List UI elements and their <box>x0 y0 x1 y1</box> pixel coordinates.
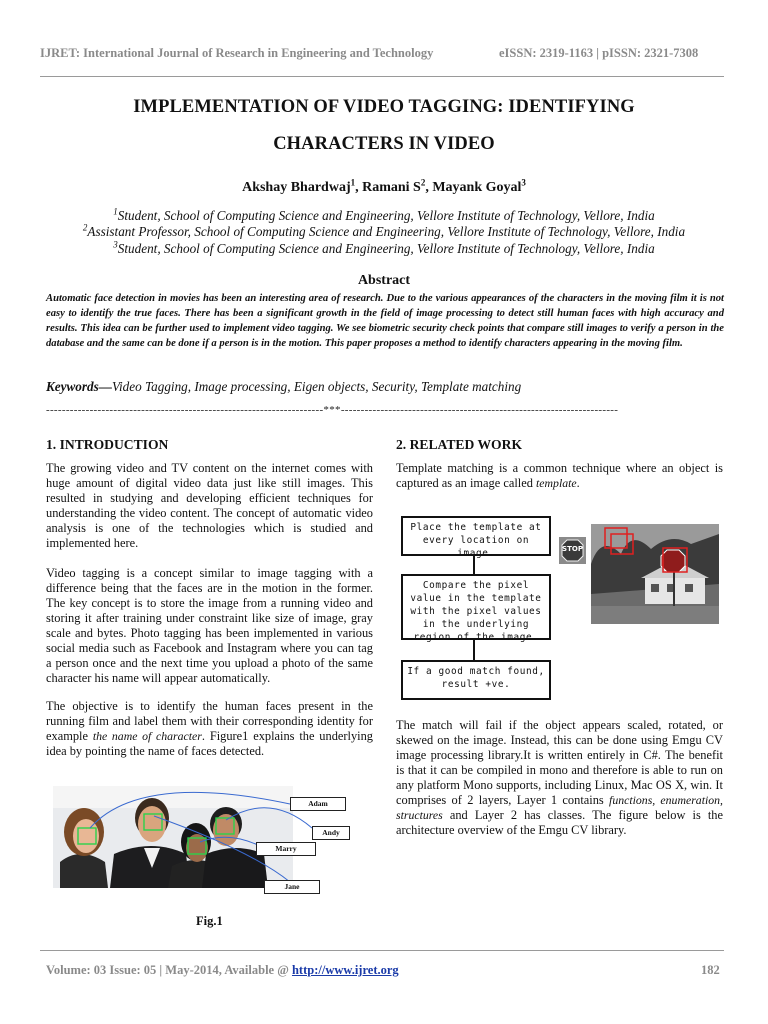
flow-step-3: If a good match found, result +ve. <box>401 660 551 700</box>
journal-link[interactable]: http://www.ijret.org <box>291 963 399 977</box>
related-paragraph-2: The match will fail if the object appears scaled, rotated, or skewed on the image. Instead, this can be done using Emgu CV image processing library.It is written entirely in C#. The benefit is that it can be compiled in mono and therefore is able to run on any platform Mono supports, including Linux, Mac OS X, win. It comprises of 2 layers, Layer 1 contains functions, enumeration, structures and Layer 2 has classes. The figure below is the architecture overview of the Emgu CV library. <box>396 718 723 837</box>
section-separator: ----------------------------------------------------------------------***---------------------------------------------------------------------- <box>46 404 619 416</box>
paper-title-line2: CHARACTERS IN VIDEO <box>273 134 495 154</box>
name-tag: Andy <box>312 826 350 840</box>
page-number: 182 <box>701 963 720 977</box>
figure-1-caption: Fig.1 <box>196 914 223 928</box>
author-list: Akshay Bhardwaj$^1$, Ramani $S^2$, Mayank Goyal$^3$ <box>242 177 526 195</box>
author-name: Akshay Bhardwaj <box>242 180 351 195</box>
header-rule <box>40 76 724 77</box>
issn-header: eISSN: 2319-1163 | pISSN: 2321-7308 <box>499 46 699 60</box>
paper-title-line1: IMPLEMENTATION OF VIDEO TAGGING: IDENTIFYING <box>133 97 635 117</box>
name-tag: Jane <box>264 880 320 894</box>
intro-paragraph-2: Video tagging is a concept similar to image tagging with a difference being that the faces are in the motion in the former. The key concept is to store the image from a running video and storing it after training under constraint like size of image, gray scale and bytes. Photo tagging has been implemented in various social media such as Facebook and Instagram where you can tag a person once and the next time you upload a photo of the same character his name will appear automatically. <box>46 566 373 685</box>
stop-sign-scene <box>591 524 719 624</box>
footer-volume: Volume: 03 Issue: 05 | May-2014, Available @ http://www.ijret.org <box>46 963 399 977</box>
footer-rule <box>40 950 724 951</box>
keywords-label: Keywords— <box>46 379 112 394</box>
figure-1 <box>50 770 350 900</box>
name-tag: Marry <box>256 842 316 856</box>
affiliation-3: $^3$Student, School of Computing Science and Engineering, Vellore Institute of Technology, Vellore, India <box>113 239 655 256</box>
flow-step-1: Place the template at every location on image. <box>401 516 551 556</box>
abstract-text: Automatic face detection in movies has been an interesting area of research. Due to the various appearances of the characters in the moving film it is not easy to identify the true faces. There has been a significant growth in the field of image processing to detect still human faces with high accuracy and results. This idea can be further used to implement video tagging. We see biometric security check points that compare still images to verify a person in the database and the same can be done if a person is in the motion. This paper proposes a method to identify characters appearing in the moving film. <box>46 293 724 349</box>
author-name: Mayank Goyal <box>432 180 522 195</box>
intro-paragraph-3: The objective is to identify the human faces present in the running film and label them with their corresponding identity for example the name of character. Figure1 explains the underlying idea by pointing the name of faces detected. <box>46 699 373 758</box>
related-work-heading: 2. RELATED WORK <box>396 437 523 452</box>
journal-header: IJRET: International Journal of Research in Engineering and Technology <box>40 46 434 60</box>
name-tag: Adam <box>290 797 346 811</box>
stop-sign-template <box>559 537 586 564</box>
intro-heading: 1. INTRODUCTION <box>46 437 169 452</box>
affiliation-2: $^2$Assistant Professor, School of Computing Science and Engineering, Vellore Institute of Technology, Vellore, India <box>82 222 686 239</box>
related-paragraph-1: Template matching is a common technique where an object is captured as an image called template. <box>396 461 723 490</box>
flow-step-2: Compare the pixel value in the template with the pixel values in the underlying region of the image. <box>401 574 551 640</box>
intro-paragraph-1: The growing video and TV content on the internet comes with huge amount of digital video data just like still images. This resulted in studying and developing efficient techniques for understanding the video content. The concept of automatic video analysis is one of the technologies which is studied and implemented here. <box>46 461 373 550</box>
keywords <box>46 379 521 395</box>
template-matching-flowchart <box>398 514 558 704</box>
abstract-heading: Abstract <box>357 273 411 288</box>
affiliation-1: $^1$Student, School of Computing Science and Engineering, Vellore Institute of Technology, Vellore, India <box>113 206 655 223</box>
keywords-text: Video Tagging, Image processing, Eigen objects, Security, Template matching <box>111 379 522 394</box>
stop-label: STOP <box>562 545 583 553</box>
author-name: Ramani S <box>362 180 421 195</box>
